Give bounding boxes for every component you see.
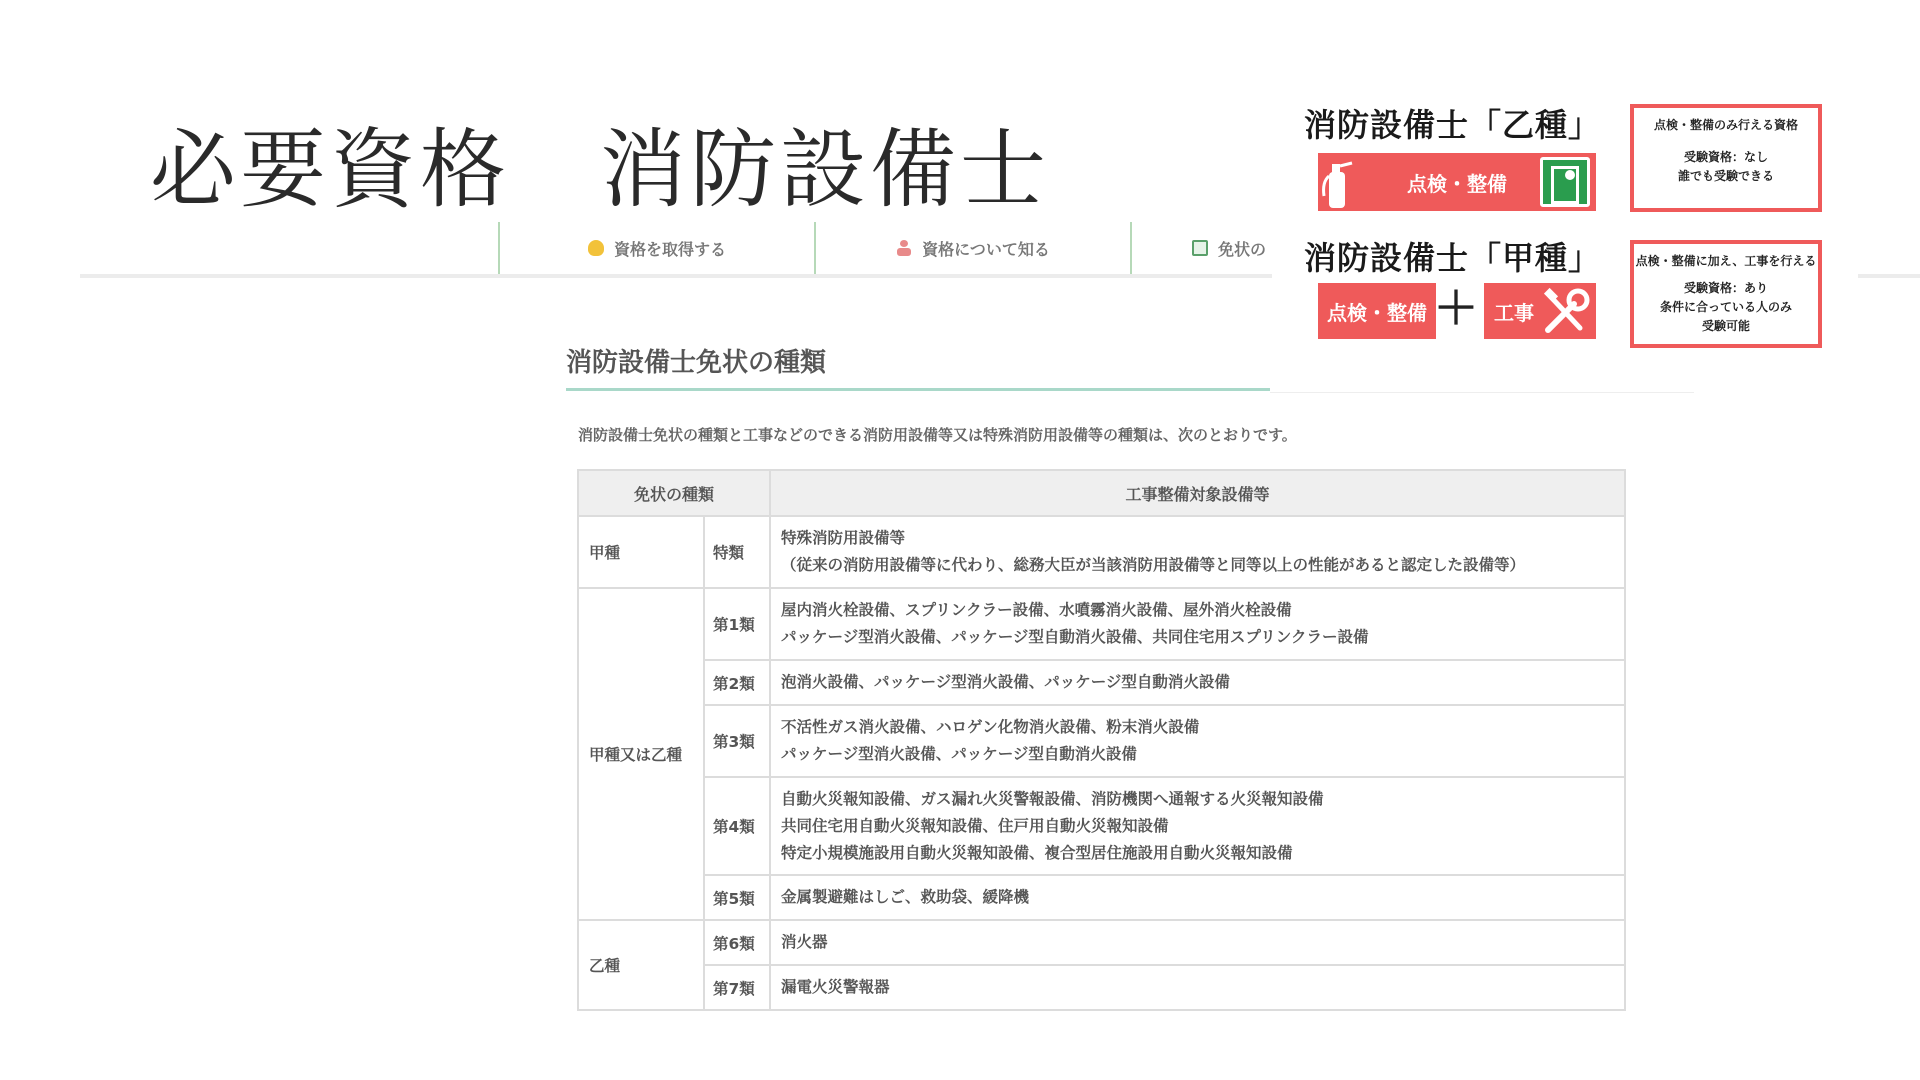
- table-header-row: [578, 470, 1625, 516]
- grade-cell: 甲種: [578, 516, 704, 588]
- grade-cell: 乙種: [578, 920, 704, 1010]
- otsu-title: 消防設備士「乙種」: [1304, 106, 1602, 144]
- equipment-line: 消火器: [781, 933, 828, 951]
- ko-title: 消防設備士「甲種」: [1304, 239, 1602, 277]
- intro-text: 消防設備士免状の種類と工事などのできる消防用設備等又は特殊消防用設備等の種類は、次のとおりです。: [578, 426, 1297, 444]
- equipment-cell: [770, 705, 1625, 777]
- nav-item-get-qualification[interactable]: [498, 222, 814, 274]
- tools-icon: [1540, 286, 1592, 338]
- nav-item-about-qualification[interactable]: [814, 222, 1130, 274]
- ko-note-line: 条件に合っている人のみ: [1659, 300, 1792, 314]
- equipment-line: パッケージ型消火設備、パッケージ型自動消火設備、共同住宅用スプリンクラー設備: [781, 628, 1369, 646]
- header-license-kind: 免状の種類: [578, 470, 770, 516]
- class-cell: 第4類: [704, 777, 770, 875]
- equipment-line: 自動火災報知設備、ガス漏れ火災警報設備、消防機関へ通報する火災報知設備: [781, 789, 1324, 808]
- equipment-cell: [770, 588, 1625, 660]
- equipment-line: 特定小規模施設用自動火災報知設備、複合型居住施設用自動火災報知設備: [781, 843, 1293, 862]
- ko-construction-label: 工事: [1494, 300, 1534, 325]
- class-cell: 第3類: [704, 705, 770, 777]
- table-row: [578, 777, 1625, 875]
- ko-inspection-label: 点検・整備: [1327, 300, 1427, 325]
- table-row: [578, 588, 1625, 660]
- heading-underline-faint: [1270, 392, 1694, 393]
- otsu-note-box: [1630, 104, 1822, 212]
- license-table: [577, 469, 1626, 1011]
- equipment-line: パッケージ型消火設備、パッケージ型自動消火設備: [781, 745, 1137, 763]
- table-row: [578, 920, 1625, 965]
- ko-inspection-box: [1318, 283, 1436, 339]
- class-cell: 第1類: [704, 588, 770, 660]
- ko-note-line: 受験資格：あり: [1683, 281, 1768, 295]
- class-cell: 第5類: [704, 875, 770, 920]
- header-target-equipment: 工事整備対象設備等: [770, 470, 1625, 516]
- table-row: [578, 875, 1625, 920]
- nav-item-label: 資格を取得する: [613, 239, 726, 259]
- table-row: [578, 660, 1625, 705]
- nav-divider-right: [1858, 274, 1920, 278]
- heading-underline: [566, 388, 1270, 391]
- equipment-line: 不活性ガス消火設備、ハロゲン化物消火設備、粉末消火設備: [781, 718, 1200, 736]
- equipment-cell: [770, 920, 1625, 965]
- table-row: [578, 516, 1625, 588]
- class-cell: 第7類: [704, 965, 770, 1010]
- otsu-inspection-label: 点検・整備: [1407, 171, 1507, 196]
- equipment-line: 特殊消防用設備等: [781, 529, 906, 547]
- equipment-line: 共同住宅用自動火災報知設備、住戸用自動火災報知設備: [781, 816, 1169, 835]
- slide-title: 必要資格 消防設備士: [150, 120, 1050, 220]
- equipment-cell: [770, 516, 1625, 588]
- equipment-cell: [770, 660, 1625, 705]
- equipment-line: 屋内消火栓設備、スプリンクラー設備、水噴霧消火設備、屋外消火栓設備: [781, 601, 1292, 619]
- grade-cell: 甲種又は乙種: [578, 588, 704, 920]
- otsu-note-heading: 点検・整備のみ行える資格: [1653, 118, 1798, 132]
- table-row: [578, 965, 1625, 1010]
- nav-item-label: 免状の: [1218, 239, 1267, 259]
- ko-note-line: 受験可能: [1701, 319, 1750, 333]
- otsu-note-line: 誰でも受験できる: [1677, 169, 1774, 183]
- class-cell: 第2類: [704, 660, 770, 705]
- ko-note-box: [1630, 240, 1822, 348]
- nav-item-label: 資格について知る: [922, 239, 1050, 259]
- nav-divider: [80, 274, 1272, 278]
- class-cell: 第6類: [704, 920, 770, 965]
- people-icon: [896, 240, 912, 256]
- equipment-line: （従来の消防用設備等に代わり、総務大臣が当該消防用設備等と同等以上の性能があると認定した設備等）: [781, 556, 1526, 574]
- equipment-cell: [770, 777, 1625, 875]
- table-row: [578, 705, 1625, 777]
- ko-note-heading: 点検・整備に加え、工事を行える: [1635, 254, 1817, 268]
- equipment-line: 金属製避難はしご、救助袋、緩降機: [781, 888, 1030, 906]
- class-cell: 特類: [704, 516, 770, 588]
- section-heading: 消防設備士免状の種類: [566, 348, 827, 378]
- emergency-exit-icon: [1540, 157, 1590, 207]
- nav-item-license[interactable]: [1130, 222, 1272, 274]
- plus-sign: ＋: [1434, 283, 1478, 334]
- card-icon: [1192, 240, 1208, 256]
- equipment-line: 漏電火災警報器: [781, 978, 890, 996]
- site-nav: [498, 222, 1272, 274]
- fire-extinguisher-icon: [1320, 160, 1356, 210]
- equipment-line: 泡消火設備、パッケージ型消火設備、パッケージ型自動消火設備: [781, 673, 1230, 691]
- equipment-cell: [770, 875, 1625, 920]
- hand-icon: [588, 240, 604, 256]
- otsu-note-line: 受験資格：なし: [1683, 150, 1768, 164]
- equipment-cell: [770, 965, 1625, 1010]
